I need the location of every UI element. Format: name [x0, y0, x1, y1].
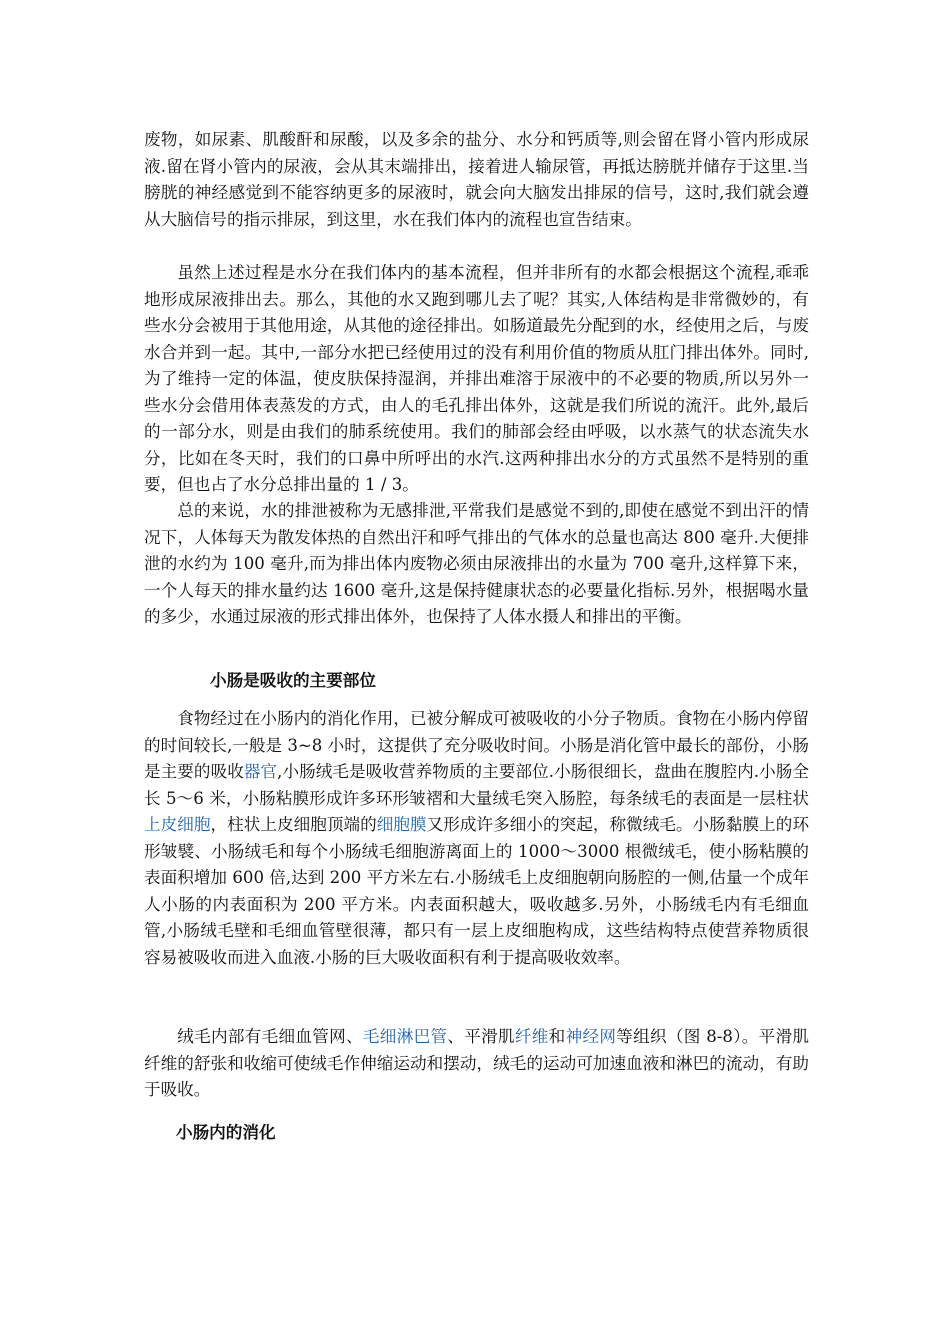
paragraph-villi-structure	[144, 1024, 809, 1104]
link-cell-membrane[interactable]: 细胞膜	[376, 815, 427, 834]
paragraph-urine-formation: 废物，如尿素、肌酸酐和尿酸，以及多余的盐分、水分和钙质等,则会留在肾小管内形成尿液.留在肾小管内的尿液，会从其末端排出，接着进人输尿管，再抵达膀胱并储存于这里.当膀胱的神经感觉到不能容纳更多的尿液时，就会向大脑发出排尿的信号，这时,我们就会遵从大脑信号的指示排尿，到这里，水在我们体内的流程也宣告结束。	[144, 130, 809, 229]
link-lymph-capillary[interactable]: 毛细淋巴管	[362, 1027, 448, 1046]
paragraph-text: ，柱状上皮细胞顶端的	[210, 815, 377, 834]
paragraph-text: 绒毛内部有毛细血管网、	[177, 1027, 363, 1046]
link-organ[interactable]: 器官	[243, 762, 278, 781]
paragraph-text: 等组织（图 8-8）。平滑肌纤维的舒张和收缩可使绒毛作伸缩运动和摆动，绒毛的运动可加速血液和淋巴的流动，有助于吸收。	[144, 1027, 810, 1099]
paragraph-other-water-paths: 虽然上述过程是水分在我们体内的基本流程，但并非所有的水都会根据这个流程,乖乖地形成尿液排出去。那么，其他的水又跑到哪儿去了呢？其实,人体结构是非常微妙的，有些水分会被用于其他用途，从其他的途径排出。如肠道最先分配到的水，经使用之后，与废水合并到一起。其中,一部分水把已经使用过的没有利用价值的物质从肛门排出体外。同时,为了维持一定的体温，使皮肤保持湿润，并排出难溶于尿液中的不必要的物质,所以另外一些水分会借用体表蒸发的方式，由人的毛孔排出体外，这就是我们所说的流汗。此外,最后的一部分水，则是由我们的肺系统使用。我们的肺部会经由呼吸，以水蒸气的状态流失水分，比如在冬天时，我们的口鼻中所呼出的水汽.这两种排出水分的方式虽然不是特别的重要，但也占了水分总排出量的 1 / 3。	[144, 263, 809, 494]
section-heading-digestion: 小肠内的消化	[176, 1122, 276, 1142]
paragraph-text: 和	[548, 1027, 566, 1046]
link-epithelial-cell[interactable]: 上皮细胞	[144, 815, 211, 834]
link-nerve-network[interactable]: 神经网	[565, 1027, 617, 1046]
paragraph-small-intestine-absorption	[144, 706, 809, 971]
paragraph-text: 食物经过在小肠内的消化作用，已被分解成可被吸收的小分子物质。食物在小肠内停留的时间较长,一般是 3~8 小时，这提供了充分吸收时间。小肠是消化管中最长的部份，小肠是主要的吸收	[144, 709, 809, 781]
paragraph-text: 又形成许多细小的突起，称微绒毛。小肠黏膜上的环形皱襞、小肠绒毛和每个小肠绒毛细胞游离面上的 1000～3000 根微绒毛，使小肠粘膜的表面积增加 600 倍,达到 200 平方米左右.小肠绒毛上皮细胞朝向肠腔的一侧,估量一个成年人小肠的内表面积为 200 平方米。内表面积越大，吸收越多.另外，小肠绒毛内有毛细血管,小肠绒毛壁和毛细血管壁很薄，都只有一层上皮细胞构成，这些结构特点使营养物质很容易被吸收而进入血液.小肠的巨大吸收面积有利于提高吸收效率。	[144, 815, 810, 967]
link-fiber[interactable]: 纤维	[514, 1027, 549, 1046]
paragraph-water-excretion-summary: 总的来说，水的排泄被称为无感排泄,平常我们是感觉不到的,即使在感觉不到出汗的情况下，人体每天为散发体热的自然出汗和呼气排出的气体水的总量也高达 800 毫升.大便排泄的水约为 100 毫升,而为排出体内废物必须由尿液排出的水量为 700 毫升,这样算下来，一个人每天的排水量约达 1600 毫升,这是保持健康状态的必要量化指标.另外，根据喝水量的多少，水通过尿液的形式排出体外，也保持了人体水摄人和排出的平衡。	[144, 501, 809, 626]
section-heading-absorption: 小肠是吸收的主要部位	[210, 670, 376, 690]
paragraph-text: ,小肠绒毛是吸收营养物质的主要部位.小肠很细长，盘曲在腹腔内.小肠全长 5～6 米，小肠粘膜形成许多环形皱褶和大量绒毛突入肠腔，每条绒毛的表面是一层柱状	[144, 762, 810, 808]
paragraph-text: 、平滑肌	[447, 1027, 515, 1046]
